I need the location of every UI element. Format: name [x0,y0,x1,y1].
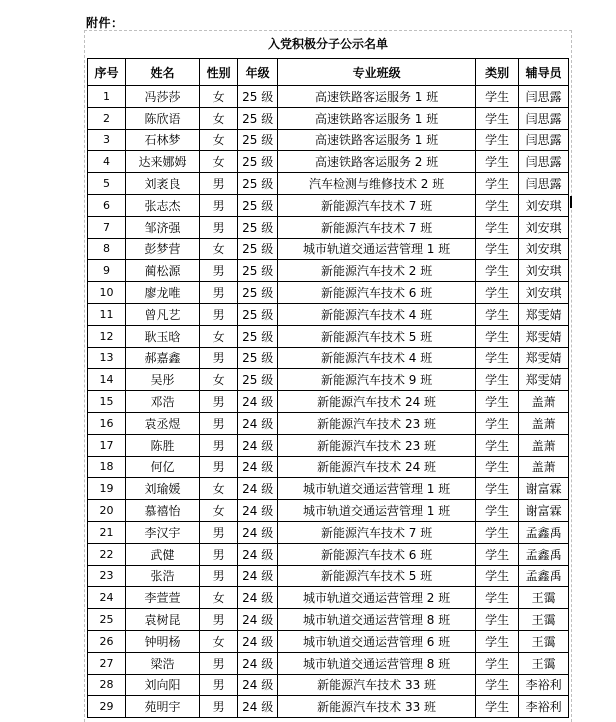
cell-tutor: 刘安琪 [519,282,569,304]
cell-name: 廖龙唯 [126,282,200,304]
cell-name: 李萱萱 [126,587,200,609]
roster-body [88,86,569,718]
cell-grade: 25 级 [238,303,278,325]
cell-tutor: 盖萧 [519,391,569,413]
table-row [88,674,569,696]
table-row [88,391,569,413]
cell-gender: 女 [200,325,238,347]
cell-major: 城市轨道交通运营管理 1 班 [278,478,476,500]
cell-no: 24 [88,587,126,609]
cell-gender: 男 [200,674,238,696]
cell-tutor: 孟鑫禹 [519,543,569,565]
header-major: 专业班级 [278,59,476,86]
cell-gender: 男 [200,303,238,325]
table-row [88,303,569,325]
cell-name: 冯莎莎 [126,86,200,108]
cell-name: 蔺松源 [126,260,200,282]
cell-tutor: 王霭 [519,587,569,609]
cell-name: 何亿 [126,456,200,478]
table-row [88,86,569,108]
cell-tutor: 刘安琪 [519,238,569,260]
cell-grade: 24 级 [238,652,278,674]
cell-no: 4 [88,151,126,173]
cell-tutor: 闫思露 [519,86,569,108]
cell-type: 学生 [475,216,518,238]
table-row [88,478,569,500]
cell-major: 新能源汽车技术 7 班 [278,521,476,543]
table-row [88,565,569,587]
cell-tutor: 谢富霖 [519,478,569,500]
cell-gender: 女 [200,151,238,173]
header-tutor: 辅导员 [519,59,569,86]
cell-major: 新能源汽车技术 33 班 [278,674,476,696]
cell-major: 高速铁路客运服务 1 班 [278,107,476,129]
cell-grade: 24 级 [238,456,278,478]
cell-major: 高速铁路客运服务 2 班 [278,151,476,173]
cell-major: 城市轨道交通运营管理 1 班 [278,500,476,522]
cell-gender: 男 [200,652,238,674]
cell-name: 袁丞煜 [126,412,200,434]
cell-grade: 24 级 [238,630,278,652]
cell-gender: 男 [200,521,238,543]
cell-gender: 女 [200,86,238,108]
cell-tutor: 郑雯婧 [519,303,569,325]
table-row [88,347,569,369]
table-row [88,521,569,543]
cell-gender: 男 [200,456,238,478]
cell-name: 彭梦营 [126,238,200,260]
cell-tutor: 闫思露 [519,173,569,195]
cell-gender: 男 [200,434,238,456]
cell-tutor: 谢富霖 [519,500,569,522]
cell-name: 石林梦 [126,129,200,151]
cell-grade: 25 级 [238,238,278,260]
table-row [88,500,569,522]
cell-no: 18 [88,456,126,478]
cell-gender: 男 [200,696,238,718]
cell-no: 9 [88,260,126,282]
cell-type: 学生 [475,369,518,391]
cell-grade: 25 级 [238,107,278,129]
table-row [88,238,569,260]
cell-type: 学生 [475,325,518,347]
cell-type: 学生 [475,696,518,718]
cell-no: 29 [88,696,126,718]
cell-type: 学生 [475,500,518,522]
cell-major: 高速铁路客运服务 1 班 [278,86,476,108]
cell-grade: 24 级 [238,587,278,609]
cell-type: 学生 [475,609,518,631]
cell-no: 22 [88,543,126,565]
cell-grade: 25 级 [238,151,278,173]
cell-grade: 25 级 [238,86,278,108]
cell-tutor: 王霭 [519,609,569,631]
cell-no: 10 [88,282,126,304]
cell-grade: 24 级 [238,391,278,413]
cell-no: 21 [88,521,126,543]
text-cursor [570,196,572,208]
cell-grade: 24 级 [238,696,278,718]
table-row [88,630,569,652]
cell-type: 学生 [475,194,518,216]
cell-major: 城市轨道交通运营管理 8 班 [278,609,476,631]
cell-grade: 25 级 [238,260,278,282]
cell-tutor: 王霭 [519,652,569,674]
cell-type: 学生 [475,521,518,543]
cell-type: 学生 [475,238,518,260]
cell-name: 邹济强 [126,216,200,238]
cell-no: 1 [88,86,126,108]
table-row [88,587,569,609]
cell-no: 12 [88,325,126,347]
cell-no: 28 [88,674,126,696]
cell-tutor: 刘安琪 [519,216,569,238]
cell-name: 武健 [126,543,200,565]
attachment-label: 附件： [86,16,124,30]
cell-no: 27 [88,652,126,674]
table-row [88,456,569,478]
cell-type: 学生 [475,151,518,173]
cell-major: 新能源汽车技术 6 班 [278,543,476,565]
cell-grade: 24 级 [238,609,278,631]
cell-no: 25 [88,609,126,631]
cell-grade: 25 级 [238,194,278,216]
table-row [88,151,569,173]
header-grade: 年级 [238,59,278,86]
cell-major: 汽车检测与维修技术 2 班 [278,173,476,195]
cell-gender: 男 [200,260,238,282]
cell-name: 张志杰 [126,194,200,216]
cell-gender: 男 [200,412,238,434]
cell-gender: 女 [200,238,238,260]
header-no: 序号 [88,59,126,86]
cell-name: 苑明宇 [126,696,200,718]
cell-no: 11 [88,303,126,325]
cell-grade: 24 级 [238,412,278,434]
cell-major: 新能源汽车技术 24 班 [278,456,476,478]
cell-major: 新能源汽车技术 4 班 [278,303,476,325]
cell-gender: 男 [200,391,238,413]
cell-grade: 25 级 [238,173,278,195]
cell-no: 17 [88,434,126,456]
cell-type: 学生 [475,652,518,674]
cell-no: 19 [88,478,126,500]
cell-type: 学生 [475,565,518,587]
cell-type: 学生 [475,478,518,500]
cell-no: 2 [88,107,126,129]
table-row [88,369,569,391]
cell-major: 新能源汽车技术 23 班 [278,434,476,456]
cell-no: 8 [88,238,126,260]
cell-major: 高速铁路客运服务 1 班 [278,129,476,151]
table-row [88,129,569,151]
cell-grade: 25 级 [238,282,278,304]
table-row [88,696,569,718]
cell-tutor: 盖萧 [519,434,569,456]
table-row [88,609,569,631]
cell-grade: 24 级 [238,434,278,456]
cell-tutor: 郑雯婧 [519,369,569,391]
cell-type: 学生 [475,347,518,369]
cell-major: 城市轨道交通运营管理 8 班 [278,652,476,674]
cell-name: 张浩 [126,565,200,587]
cell-type: 学生 [475,173,518,195]
header-row [88,59,569,86]
cell-major: 新能源汽车技术 5 班 [278,565,476,587]
cell-major: 新能源汽车技术 2 班 [278,260,476,282]
cell-type: 学生 [475,260,518,282]
cell-gender: 男 [200,282,238,304]
cell-gender: 女 [200,129,238,151]
list-title: 入党积极分子公示名单 [267,37,388,51]
cell-tutor: 盖萧 [519,412,569,434]
cell-type: 学生 [475,107,518,129]
cell-major: 新能源汽车技术 33 班 [278,696,476,718]
cell-gender: 女 [200,107,238,129]
table-row [88,173,569,195]
table-row [88,216,569,238]
cell-no: 20 [88,500,126,522]
cell-name: 邓浩 [126,391,200,413]
cell-no: 6 [88,194,126,216]
cell-name: 慕禧怡 [126,500,200,522]
cell-type: 学生 [475,412,518,434]
header-gender: 性别 [200,59,238,86]
cell-tutor: 王霭 [519,630,569,652]
cell-type: 学生 [475,434,518,456]
cell-gender: 女 [200,500,238,522]
cell-no: 15 [88,391,126,413]
table-row [88,412,569,434]
cell-grade: 24 级 [238,565,278,587]
cell-gender: 男 [200,216,238,238]
cell-gender: 男 [200,543,238,565]
cell-no: 14 [88,369,126,391]
cell-tutor: 闫思露 [519,151,569,173]
cell-name: 达来娜姆 [126,151,200,173]
cell-grade: 24 级 [238,521,278,543]
cell-grade: 25 级 [238,347,278,369]
cell-gender: 男 [200,347,238,369]
cell-major: 新能源汽车技术 5 班 [278,325,476,347]
cell-type: 学生 [475,303,518,325]
cell-type: 学生 [475,587,518,609]
cell-name: 梁浩 [126,652,200,674]
cell-name: 吴彤 [126,369,200,391]
header-name: 姓名 [126,59,200,86]
cell-name: 刘向阳 [126,674,200,696]
cell-major: 城市轨道交通运营管理 6 班 [278,630,476,652]
cell-gender: 男 [200,173,238,195]
cell-gender: 男 [200,565,238,587]
cell-major: 新能源汽车技术 9 班 [278,369,476,391]
cell-grade: 25 级 [238,216,278,238]
cell-grade: 25 级 [238,369,278,391]
cell-type: 学生 [475,456,518,478]
cell-tutor: 郑雯婧 [519,347,569,369]
cell-name: 曾凡艺 [126,303,200,325]
cell-type: 学生 [475,630,518,652]
cell-type: 学生 [475,282,518,304]
cell-type: 学生 [475,391,518,413]
table-row [88,652,569,674]
cell-major: 新能源汽车技术 24 班 [278,391,476,413]
cell-tutor: 郑雯婧 [519,325,569,347]
cell-tutor: 孟鑫禹 [519,565,569,587]
cell-gender: 女 [200,478,238,500]
cell-no: 16 [88,412,126,434]
cell-major: 新能源汽车技术 23 班 [278,412,476,434]
cell-name: 刘袤良 [126,173,200,195]
cell-type: 学生 [475,129,518,151]
cell-tutor: 闫思露 [519,107,569,129]
cell-tutor: 刘安琪 [519,194,569,216]
cell-type: 学生 [475,86,518,108]
cell-major: 城市轨道交通运营管理 2 班 [278,587,476,609]
cell-grade: 25 级 [238,325,278,347]
cell-major: 新能源汽车技术 7 班 [278,216,476,238]
cell-name: 袁树昆 [126,609,200,631]
cell-tutor: 李裕利 [519,696,569,718]
cell-no: 7 [88,216,126,238]
cell-type: 学生 [475,543,518,565]
table-row [88,260,569,282]
table-row [88,434,569,456]
cell-tutor: 刘安琪 [519,260,569,282]
cell-gender: 男 [200,609,238,631]
cell-name: 钟明杨 [126,630,200,652]
cell-grade: 24 级 [238,543,278,565]
cell-name: 陈胜 [126,434,200,456]
cell-tutor: 盖萧 [519,456,569,478]
roster-table [87,58,569,718]
table-row [88,282,569,304]
cell-name: 刘瑜媛 [126,478,200,500]
cell-grade: 24 级 [238,478,278,500]
cell-major: 新能源汽车技术 4 班 [278,347,476,369]
table-row [88,194,569,216]
cell-tutor: 孟鑫禹 [519,521,569,543]
table-row [88,107,569,129]
cell-no: 26 [88,630,126,652]
cell-gender: 女 [200,587,238,609]
cell-name: 耿玉晗 [126,325,200,347]
cell-tutor: 李裕利 [519,674,569,696]
cell-no: 23 [88,565,126,587]
cell-major: 城市轨道交通运营管理 1 班 [278,238,476,260]
cell-no: 3 [88,129,126,151]
cell-no: 13 [88,347,126,369]
cell-no: 5 [88,173,126,195]
header-type: 类别 [475,59,518,86]
cell-major: 新能源汽车技术 6 班 [278,282,476,304]
table-row [88,325,569,347]
cell-grade: 24 级 [238,674,278,696]
cell-major: 新能源汽车技术 7 班 [278,194,476,216]
cell-type: 学生 [475,674,518,696]
table-row [88,543,569,565]
cell-grade: 24 级 [238,500,278,522]
cell-tutor: 闫思露 [519,129,569,151]
cell-name: 李汉宇 [126,521,200,543]
cell-gender: 女 [200,630,238,652]
cell-grade: 25 级 [238,129,278,151]
cell-gender: 女 [200,369,238,391]
cell-name: 陈欣语 [126,107,200,129]
cell-gender: 男 [200,194,238,216]
cell-name: 郝嘉鑫 [126,347,200,369]
